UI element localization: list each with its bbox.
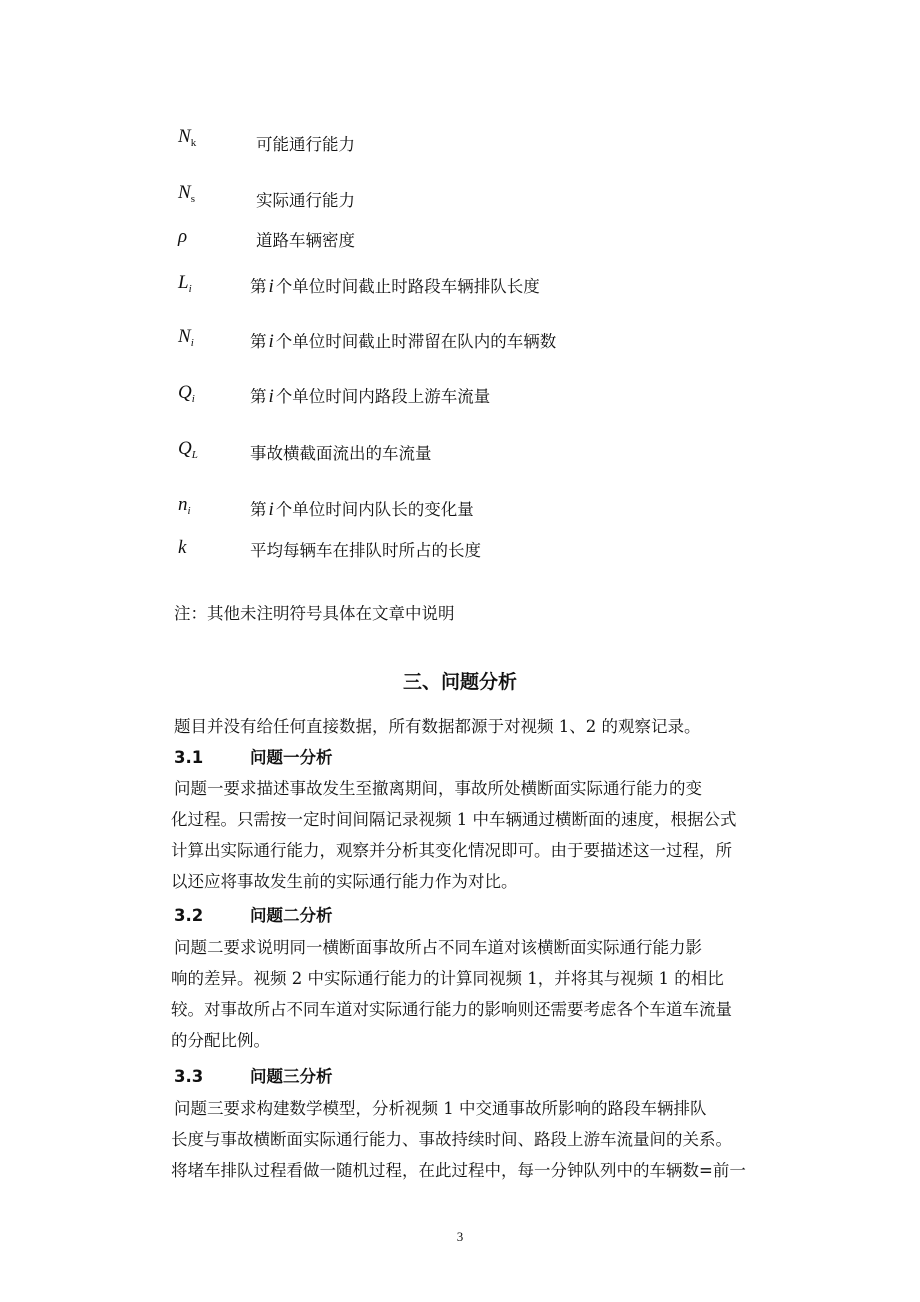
paragraph-line: 题目并没有给任何直接数据，所有数据都源于对视频 1、2 的观察记录。 [174, 717, 701, 736]
symbol-description: 事故横截面流出的车流量 [250, 444, 432, 463]
symbol-description [250, 276, 540, 298]
symbol-base: N [178, 326, 191, 347]
description-text: 个单位时间截止时路段车辆排队长度 [275, 277, 540, 296]
paragraph-line: 响的差异。视频 2 中实际通行能力的计算同视频 1，并将其与视频 1 的相比 [171, 969, 724, 988]
symbol-base: N [178, 126, 191, 147]
symbol [178, 438, 198, 466]
description-text: 个单位时间内路段上游车流量 [275, 387, 491, 406]
symbol-subscript: i [187, 505, 191, 517]
subsection-number: 3.1 [174, 748, 204, 767]
symbol-subscript: s [190, 193, 195, 205]
symbol [178, 272, 192, 300]
symbol-description [250, 331, 556, 353]
symbol-row [0, 382, 920, 412]
description-text: 个单位时间截止时滞留在队内的车辆数 [275, 332, 557, 351]
paragraph-line: 较。对事故所占不同车道对实际通行能力的影响则还需要考虑各个车道车流量 [171, 1000, 732, 1019]
subsection-title: 问题二分析 [250, 906, 333, 925]
symbol-base: k [178, 537, 187, 558]
symbol-row [0, 126, 920, 156]
description-variable: i [268, 499, 274, 520]
description-prefix: 第 [250, 332, 267, 351]
symbol [178, 126, 196, 154]
symbol-base: n [178, 494, 188, 515]
symbol-description: 平均每辆车在排队时所占的长度 [250, 541, 481, 560]
paragraph-line: 将堵车排队过程看做一随机过程，在此过程中，每一分钟队列中的车辆数=前一 [171, 1161, 746, 1180]
symbol [178, 494, 191, 522]
symbol-description: 道路车辆密度 [256, 231, 355, 250]
subsection-title: 问题三分析 [250, 1067, 333, 1086]
symbol [178, 182, 195, 210]
subsection-heading [174, 747, 333, 769]
symbol-base: Q [178, 438, 192, 459]
subsection-paragraph [171, 1093, 782, 1186]
description-variable: i [268, 331, 274, 352]
symbol-row [0, 226, 920, 256]
symbol-subscript: i [188, 283, 192, 295]
subsection-number: 3.2 [174, 906, 204, 925]
description-text: 个单位时间内队长的变化量 [275, 500, 474, 519]
symbol [178, 326, 194, 354]
intro-paragraph [174, 711, 782, 742]
paragraph-line: 以还应将事故发生前的实际通行能力作为对比。 [171, 872, 518, 891]
subsection-number: 3.3 [174, 1067, 204, 1086]
symbol-subscript: i [190, 337, 194, 349]
description-prefix: 第 [250, 500, 267, 519]
symbol-description [250, 499, 474, 521]
symbol-description: 可能通行能力 [256, 135, 355, 154]
subsection-paragraph [171, 773, 782, 897]
symbol [178, 537, 186, 559]
symbol-row [0, 272, 920, 302]
description-prefix: 第 [250, 387, 267, 406]
symbol-base: L [178, 272, 189, 293]
description-prefix: 第 [250, 277, 267, 296]
symbol-subscript: L [191, 449, 198, 461]
subsection-heading [174, 905, 333, 927]
paragraph-line: 问题三要求构建数学模型，分析视频 1 中交通事故所影响的路段车辆排队 [174, 1099, 707, 1118]
symbol-row [0, 182, 920, 212]
symbol-base: N [178, 182, 191, 203]
symbol-description: 实际通行能力 [256, 191, 355, 210]
symbol-subscript: k [190, 137, 197, 149]
description-variable: i [268, 276, 274, 297]
paragraph-line: 问题一要求描述事故发生至撤离期间，事故所处横断面实际通行能力的变 [174, 779, 702, 798]
section-title: 三、问题分析 [402, 671, 517, 693]
subsection-title: 问题一分析 [250, 748, 333, 767]
symbol-row [0, 537, 920, 567]
symbol-subscript: i [191, 393, 195, 405]
symbol-row [0, 438, 920, 468]
paragraph-line: 计算出实际通行能力，观察并分析其变化情况即可。由于要描述这一过程，所 [171, 841, 732, 860]
page-number: 3 [456, 1229, 464, 1244]
subsection-paragraph [171, 932, 782, 1056]
symbol [178, 226, 187, 248]
symbol-row [0, 326, 920, 356]
symbol-base: Q [178, 382, 192, 403]
symbol-base: ρ [178, 226, 188, 247]
symbol-note: 注：其他未注明符号具体在文章中说明 [174, 604, 455, 623]
description-variable: i [268, 386, 274, 407]
paragraph-line: 问题二要求说明同一横断面事故所占不同车道对该横断面实际通行能力影 [174, 938, 702, 957]
paragraph-line: 化过程。只需按一定时间间隔记录视频 1 中车辆通过横断面的速度，根据公式 [171, 810, 737, 829]
paragraph-line: 的分配比例。 [171, 1031, 270, 1050]
symbol-description [250, 386, 490, 408]
symbol [178, 382, 195, 410]
subsection-heading [174, 1066, 333, 1088]
symbol-row [0, 494, 920, 524]
paragraph-line: 长度与事故横断面实际通行能力、事故持续时间、路段上游车流量间的关系。 [171, 1130, 732, 1149]
